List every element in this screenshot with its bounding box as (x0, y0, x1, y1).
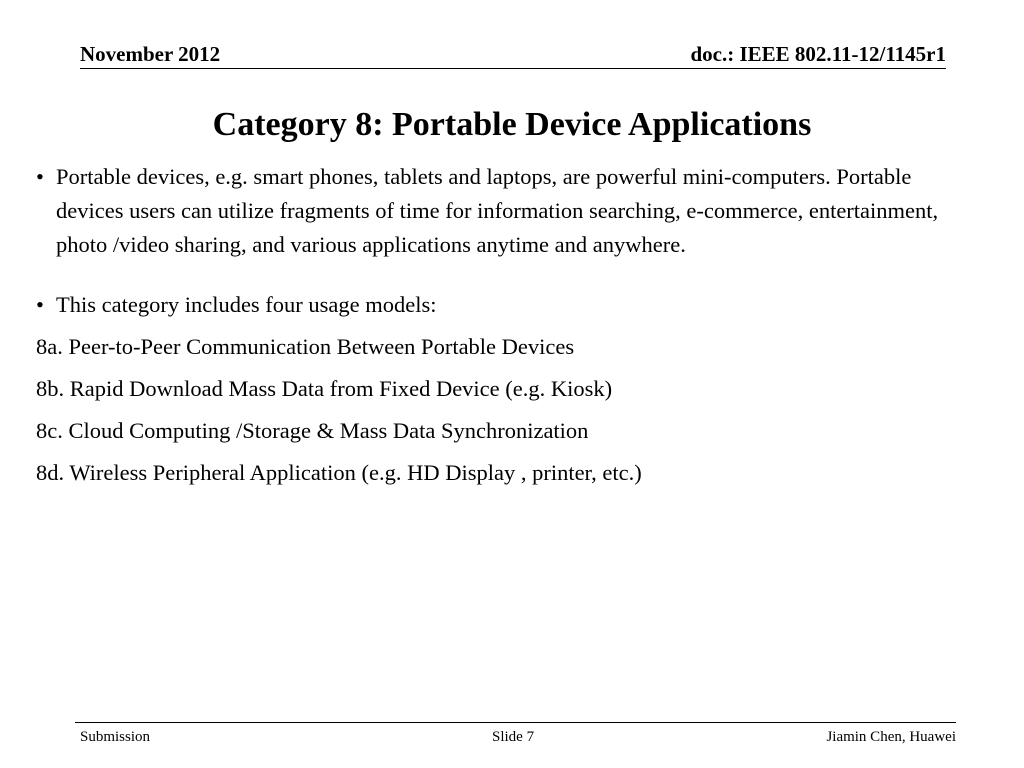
usage-model-8c: 8c. Cloud Computing /Storage & Mass Data Synchronization (36, 418, 589, 443)
footer-submission: Submission (80, 729, 151, 745)
header-date: November 2012 (80, 42, 221, 66)
header-divider (80, 68, 946, 69)
bullet-text: Portable devices, e.g. smart phones, tablets and laptops, are powerful mini-computers. Portable devices users can utilize fragments of time for information searching, e-commerce, entertainment, photo /video sharing, and various applications anytime and anywhere. (56, 164, 939, 257)
bullet-text: This category includes four usage models: (56, 292, 437, 317)
footer-author: Jiamin Chen, Huawei (826, 729, 956, 745)
bullet-item (36, 288, 966, 322)
bullet-symbol: • (36, 164, 44, 189)
bullet-symbol: • (36, 292, 44, 317)
usage-model-8d: 8d. Wireless Peripheral Application (e.g. HD Display , printer, etc.) (36, 460, 642, 485)
usage-model-8b: 8b. Rapid Download Mass Data from Fixed Device (e.g. Kiosk) (36, 376, 613, 401)
header-document-id: doc.: IEEE 802.11-12/1145r1 (690, 42, 946, 66)
slide-title: Category 8: Portable Device Applications (212, 106, 812, 143)
footer-divider (75, 722, 956, 723)
bullet-item (36, 160, 966, 262)
usage-model-8a: 8a. Peer-to-Peer Communication Between Portable Devices (36, 334, 575, 359)
slide-body (36, 160, 966, 490)
slide-number: Slide 7 (492, 729, 535, 745)
